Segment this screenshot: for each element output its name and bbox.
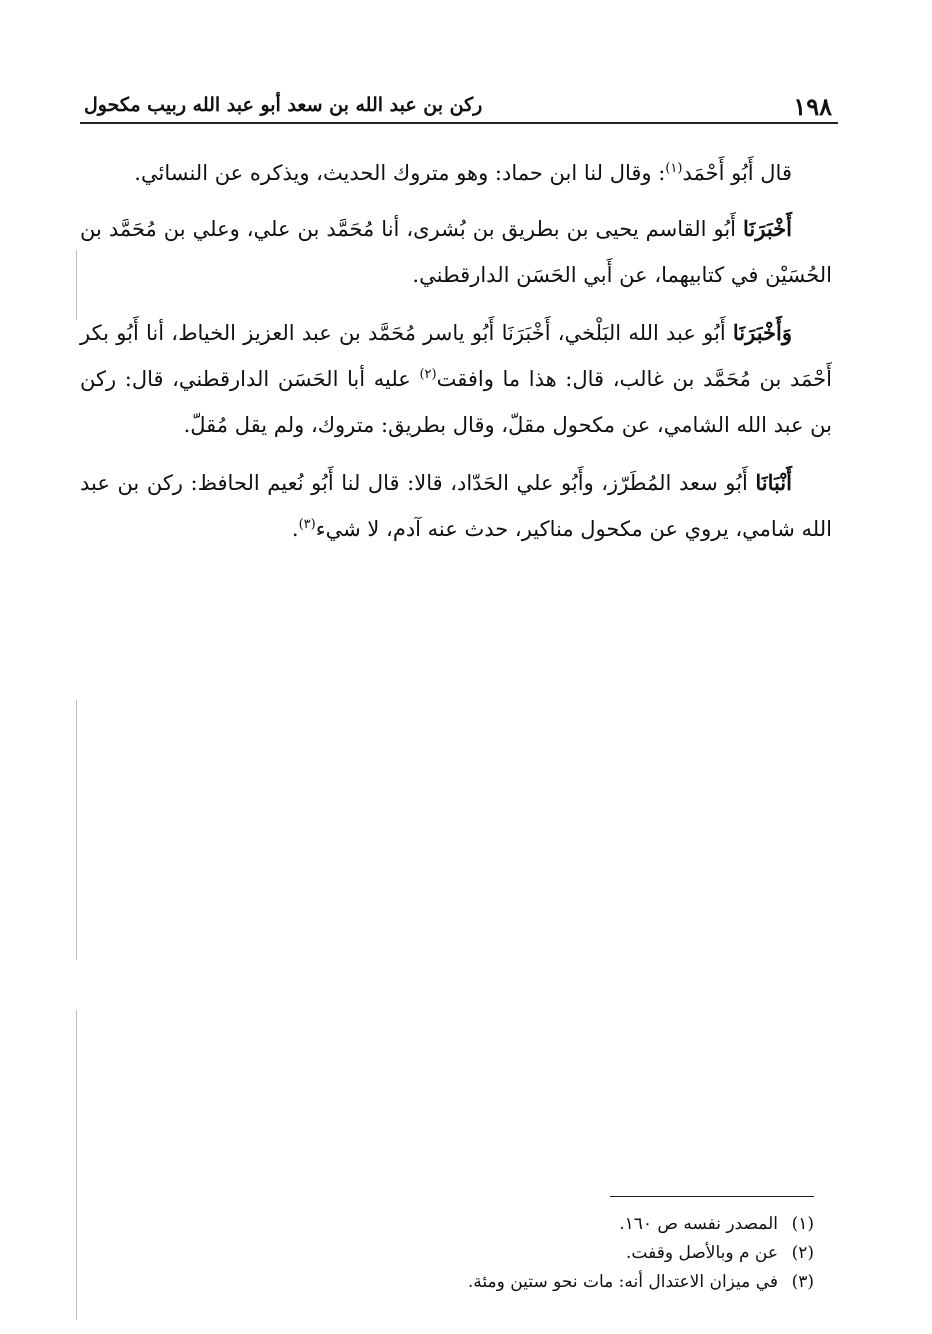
- paragraph: [80, 150, 832, 196]
- footnote-number: (٢): [791, 1243, 814, 1263]
- footnote-ref: (٣): [298, 517, 316, 532]
- scan-edge-line: [76, 700, 77, 960]
- paragraph-text: : وقال لنا ابن حماد: وهو متروك الحديث، ويذكره عن النسائي.: [134, 161, 666, 185]
- paragraph-text: .: [291, 517, 299, 541]
- paragraph-text: قال أَبُو أَحْمَد: [682, 161, 792, 185]
- footnote-number: (١): [791, 1214, 814, 1234]
- scan-edge-line: [76, 250, 77, 320]
- paragraph-text: عليه أبا الحَسَن الدارقطني، قال: ركن بن عبد الله الشامي، عن مكحول مقلّ، وقال بطريق: متروك، ولم يقل مُقلّ.: [80, 367, 832, 437]
- footnotes: [300, 1210, 814, 1297]
- paragraph-lead: أَخْبَرَنَا: [743, 216, 792, 241]
- main-text: [80, 150, 832, 564]
- footnote-ref: (١): [665, 161, 683, 176]
- footnote: [300, 1210, 814, 1239]
- page-number: ١٩٨: [793, 92, 832, 121]
- footnote-number: (٣): [791, 1272, 814, 1292]
- running-title: ركن بن عبد الله بن سعد أبو عبد الله ربيب مكحول: [84, 94, 483, 116]
- paragraph: [80, 206, 832, 298]
- scan-edge-line: [76, 1010, 77, 1320]
- paragraph: [80, 310, 832, 448]
- footnote-text: في ميزان الاعتدال أنه: مات نحو ستين ومئة.: [467, 1272, 778, 1292]
- footnote: [300, 1239, 814, 1268]
- paragraph-text: أَبُو سعد المُطَرّز، وأَبُو علي الحَدّاد، قالا: قال لنا أَبُو نُعيم الحافظ: ركن بن عبد الله شامي، يروي عن مكحول مناكير، حدث عنه آدم، لا شيء: [80, 471, 832, 541]
- footnote-ref: (٢): [419, 367, 437, 382]
- footnote-text: عن م وبالأصل وقفت.: [626, 1243, 778, 1263]
- paragraph-text: أَبُو القاسم يحيى بن بطريق بن بُشرى، أنا مُحَمَّد بن علي، وعلي بن مُحَمَّد بن الحُسَيْن في كتابيهما، عن أَبي الحَسَن الدارقطني.: [80, 217, 832, 287]
- footnote-text: المصدر نفسه ص ١٦٠.: [619, 1214, 778, 1234]
- paragraph-lead: أَنْبَانَا: [755, 470, 792, 495]
- page-header: [80, 88, 838, 124]
- footnote: [300, 1268, 814, 1297]
- paragraph: [80, 460, 832, 552]
- paragraph-lead: وَأَخْبَرَنَا: [732, 320, 792, 345]
- footnote-separator: [610, 1196, 814, 1197]
- paragraph-text: أَبُو عبد الله البَلْخي، أَخْبَرَنَا أَبُو ياسر مُحَمَّد بن عبد العزيز الخياط، أنا أَبُو بكر أَحْمَد بن مُحَمَّد بن غالب، قال: هذا ما وافقت: [80, 321, 832, 391]
